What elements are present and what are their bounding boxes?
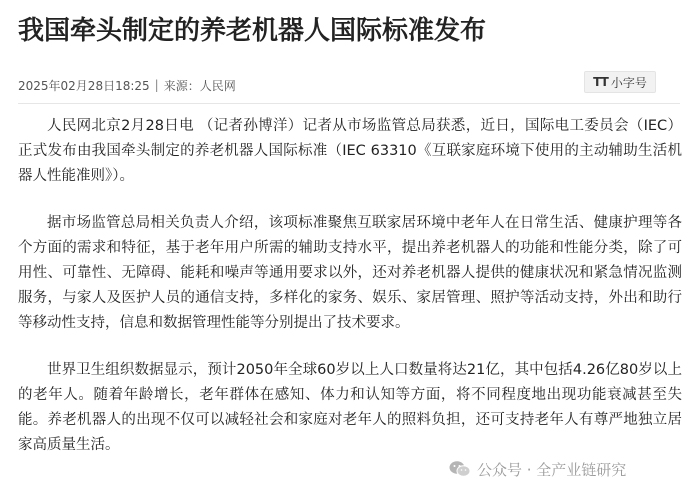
publish-datetime: 2025年02月28日18:25 (18, 78, 150, 93)
article-paragraph: 据市场监管总局相关负责人介绍，该项标准聚焦互联家居环境中老年人在日常生活、健康护理等各个方面的需求和特征，基于老年用户所需的辅助支持水平，提出养老机器人的功能和性能分类，除了可用性、可靠性、无障碍、能耗和噪声等通用要求以外，还对养老机器人提供的健康状况和紧急情况监测服务，与家人及医护人员的通信支持，多样化的家务、娱乐、家居管理、照护等活动支持，外出和助行等移动性支持，信息和数据管理性能等分别提出了技术要求。 (18, 215, 682, 331)
watermark-text: 公众号 · 全产业链研究 (477, 460, 627, 479)
article-meta (18, 76, 236, 94)
article-body (18, 114, 682, 480)
font-size-toggle-label: 小字号 (610, 75, 647, 90)
article-title: 我国牵头制定的养老机器人国际标准发布 (18, 16, 487, 46)
wechat-icon (449, 460, 471, 478)
article-paragraph: 人民网北京2月28日电 （记者孙博洋）记者从市场监管总局获悉，近日，国际电工委员会（IEC）正式发布由我国牵头制定的养老机器人国际标准（IEC 63310《互联家庭环境下使用的主动辅助生活机器人性能准则》）。 (18, 118, 682, 184)
font-size-icon: TT (593, 75, 608, 89)
article-paragraph: 世界卫生组织数据显示，预计2050年全球60岁以上人口数量将达21亿，其中包括4.26亿80岁以上的老年人。随着年龄增长，老年群体在感知、体力和认知等方面，将不同程度地出现功能衰减甚至失能。养老机器人的出现不仅可以减轻社会和家庭对老年人的照料负担，还可支持老年人有尊严地独立居家高质量生活。 (18, 362, 682, 453)
wechat-watermark (449, 456, 626, 482)
source-label: 来源：人民网 (163, 78, 236, 93)
meta-separator: | (154, 78, 159, 92)
header-divider (18, 103, 680, 104)
font-size-toggle-button[interactable] (584, 71, 656, 93)
